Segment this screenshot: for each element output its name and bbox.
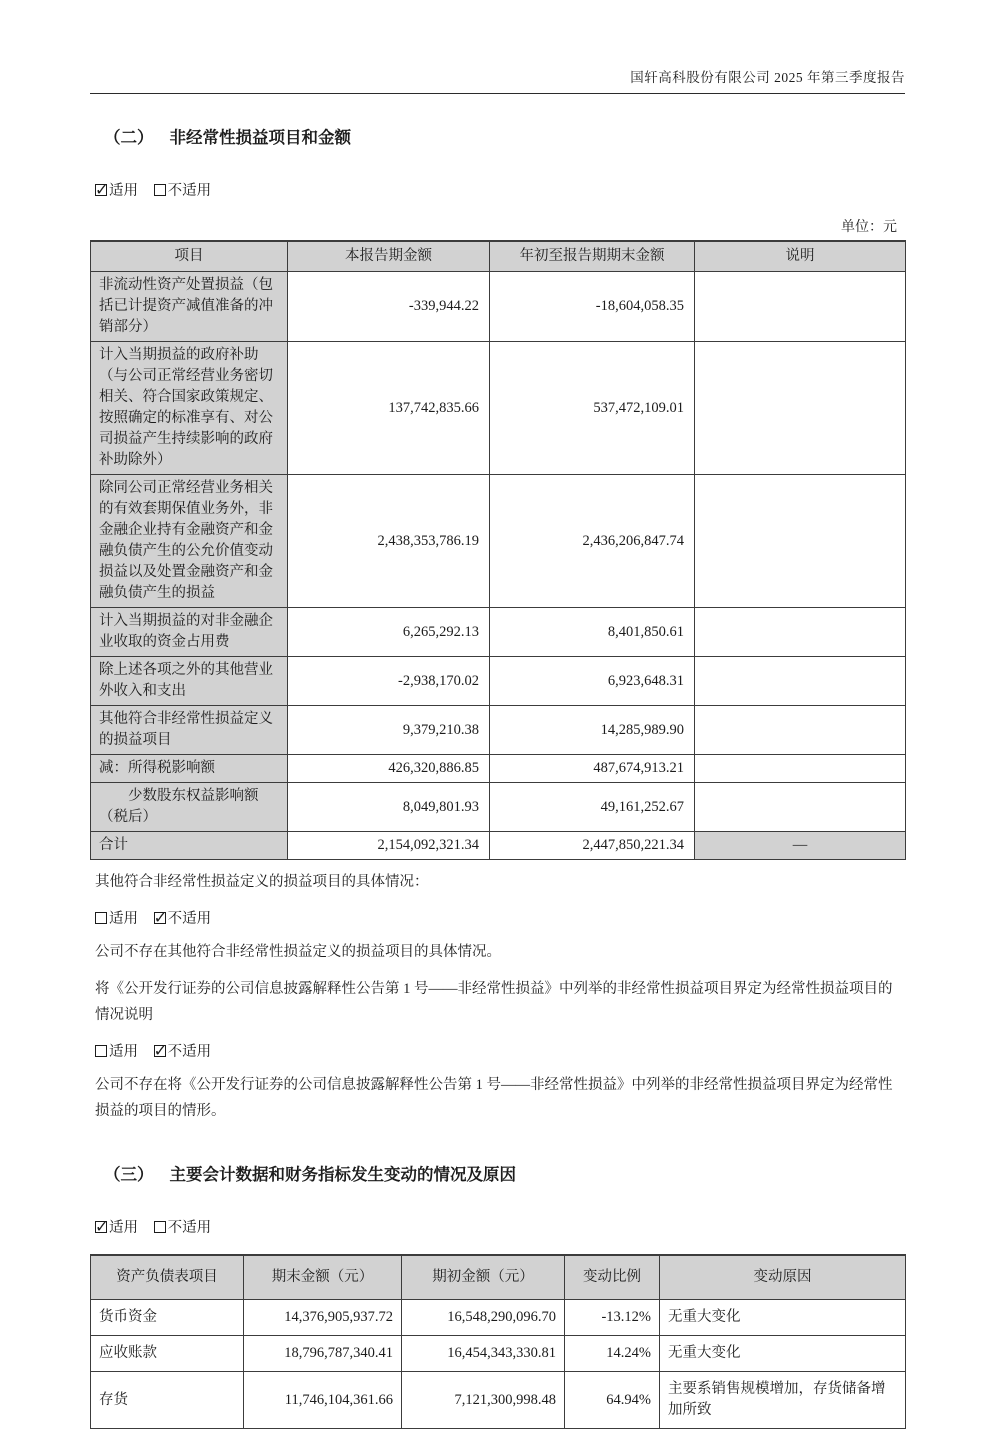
section-2-heading xyxy=(90,124,905,148)
other-items-applicability xyxy=(90,907,905,928)
table-row xyxy=(91,475,906,608)
applicable-option xyxy=(95,911,138,927)
ytd-amount: 8,401,850.61 xyxy=(490,608,695,657)
other-items-statement: 公司不存在其他符合非经常性损益定义的损益项目的具体情况。 xyxy=(95,944,501,960)
ytd-amount: 49,161,252.67 xyxy=(490,783,695,832)
checkbox-checked-icon xyxy=(95,1221,107,1233)
checkbox-checked-icon xyxy=(95,184,107,196)
table-row xyxy=(91,755,906,783)
current-period-amount: 9,379,210.38 xyxy=(288,706,490,755)
applicable-option xyxy=(95,1044,138,1060)
section-2-applicability xyxy=(90,179,905,200)
note-cell xyxy=(695,783,906,832)
table-row xyxy=(91,1300,906,1336)
reclass-statement: 公司不存在将《公开发行证券的公司信息披露解释性公告第 1 号——非经常性损益》中列举的非经常性损益项目界定为经常性损益的项目的情形。 xyxy=(95,1077,893,1119)
ending-amount: 11,746,104,361.66 xyxy=(244,1372,402,1429)
section-2-title: 非经常性损益项目和金额 xyxy=(169,128,351,147)
balance-sheet-table-wrap xyxy=(90,1254,905,1429)
page-header-title: 国轩高科股份有限公司 2025 年第三季度报告 xyxy=(630,70,905,85)
note-cell xyxy=(695,475,906,608)
change-ratio: -13.12% xyxy=(565,1300,660,1336)
ytd-amount: -18,604,058.35 xyxy=(490,272,695,342)
col-header-ytd: 年初至报告期期末金额 xyxy=(490,241,695,272)
table-row xyxy=(91,608,906,657)
row-label: 计入当期损益的对非金融企业收取的资金占用费 xyxy=(91,608,288,657)
col-header-change-reason: 变动原因 xyxy=(660,1255,906,1300)
not-applicable-option xyxy=(154,1220,212,1236)
reclass-heading: 将《公开发行证券的公司信息披露解释性公告第 1 号——非经常性损益》中列举的非经常性损益项目界定为经常性损益项目的情况说明 xyxy=(95,981,893,1023)
unit-label: 单位：元 xyxy=(841,220,897,235)
ending-amount: 18,796,787,340.41 xyxy=(244,1336,402,1372)
total-note-cell: — xyxy=(695,832,906,860)
note-cell xyxy=(695,342,906,475)
section-2-number: （二） xyxy=(104,128,154,147)
note-cell xyxy=(695,608,906,657)
not-applicable-label: 不适用 xyxy=(167,911,212,927)
ytd-amount: 2,436,206,847.74 xyxy=(490,475,695,608)
bs-item-label: 应收账款 xyxy=(91,1336,244,1372)
table-row xyxy=(91,1336,906,1372)
header-divider xyxy=(90,93,905,94)
ytd-amount: 537,472,109.01 xyxy=(490,342,695,475)
bs-item-label: 存货 xyxy=(91,1372,244,1429)
current-period-amount: -2,938,170.02 xyxy=(288,657,490,706)
current-period-amount: 426,320,886.85 xyxy=(288,755,490,783)
table-header-row xyxy=(91,1255,906,1300)
total-current-period-amount: 2,154,092,321.34 xyxy=(288,832,490,860)
not-applicable-option xyxy=(154,183,212,199)
section-3-heading xyxy=(90,1161,905,1185)
current-period-amount: 8,049,801.93 xyxy=(288,783,490,832)
applicable-label: 适用 xyxy=(109,1044,138,1060)
row-label: 除上述各项之外的其他营业外收入和支出 xyxy=(91,657,288,706)
applicable-label: 适用 xyxy=(109,1220,138,1236)
beginning-amount: 7,121,300,998.48 xyxy=(402,1372,565,1429)
row-label: 计入当期损益的政府补助（与公司正常经营业务密切相关、符合国家政策规定、按照确定的标准享有、对公司损益产生持续影响的政府补助除外） xyxy=(91,342,288,475)
table-header-row xyxy=(91,241,906,272)
col-header-current-period: 本报告期金额 xyxy=(288,241,490,272)
change-reason: 无重大变化 xyxy=(660,1300,906,1336)
total-row-label: 合计 xyxy=(91,832,288,860)
row-label: 其他符合非经常性损益定义的损益项目 xyxy=(91,706,288,755)
page-content xyxy=(90,0,905,1429)
checkbox-unchecked-icon xyxy=(95,1045,107,1057)
applicable-option xyxy=(95,1220,138,1236)
section-3-number: （三） xyxy=(104,1165,154,1184)
col-header-ending-amount: 期末金额（元） xyxy=(244,1255,402,1300)
bs-item-label: 货币资金 xyxy=(91,1300,244,1336)
ytd-amount: 487,674,913.21 xyxy=(490,755,695,783)
beginning-amount: 16,454,343,330.81 xyxy=(402,1336,565,1372)
table-row xyxy=(91,1372,906,1429)
section-3-title: 主要会计数据和财务指标发生变动的情况及原因 xyxy=(169,1165,516,1184)
table-row xyxy=(91,706,906,755)
current-period-amount: 2,438,353,786.19 xyxy=(288,475,490,608)
current-period-amount: 137,742,835.66 xyxy=(288,342,490,475)
table-row xyxy=(91,272,906,342)
row-label: 减：所得税影响额 xyxy=(91,755,288,783)
change-ratio: 14.24% xyxy=(565,1336,660,1372)
change-reason: 主要系销售规模增加，存货储备增加所致 xyxy=(660,1372,906,1429)
nonrecurring-items-table xyxy=(90,240,906,860)
checkbox-unchecked-icon xyxy=(95,912,107,924)
applicable-label: 适用 xyxy=(109,911,138,927)
current-period-amount: 6,265,292.13 xyxy=(288,608,490,657)
checkbox-unchecked-icon xyxy=(154,1221,166,1233)
note-cell xyxy=(695,657,906,706)
checkbox-checked-icon xyxy=(154,912,166,924)
col-header-beginning-amount: 期初金额（元） xyxy=(402,1255,565,1300)
balance-sheet-changes-table xyxy=(90,1254,906,1429)
table-total-row xyxy=(91,832,906,860)
note-cell xyxy=(695,755,906,783)
change-ratio: 64.94% xyxy=(565,1372,660,1429)
table-row xyxy=(91,342,906,475)
not-applicable-option xyxy=(154,1044,212,1060)
not-applicable-option xyxy=(154,911,212,927)
row-label: 少数股东权益影响额（税后） xyxy=(91,783,288,832)
reclass-applicability xyxy=(90,1040,905,1061)
not-applicable-label: 不适用 xyxy=(167,183,212,199)
change-reason: 无重大变化 xyxy=(660,1336,906,1372)
ytd-amount: 14,285,989.90 xyxy=(490,706,695,755)
total-ytd-amount: 2,447,850,221.34 xyxy=(490,832,695,860)
col-header-item: 项目 xyxy=(91,241,288,272)
applicable-label: 适用 xyxy=(109,183,138,199)
not-applicable-label: 不适用 xyxy=(167,1044,212,1060)
ytd-amount: 6,923,648.31 xyxy=(490,657,695,706)
row-label: 非流动性资产处置损益（包括已计提资产减值准备的冲销部分） xyxy=(91,272,288,342)
ending-amount: 14,376,905,937.72 xyxy=(244,1300,402,1336)
table-row xyxy=(91,657,906,706)
checkbox-checked-icon xyxy=(154,1045,166,1057)
section-3-applicability xyxy=(90,1216,905,1237)
note-cell xyxy=(695,706,906,755)
table-row xyxy=(91,783,906,832)
row-label: 除同公司正常经营业务相关的有效套期保值业务外，非金融企业持有金融资产和金融负债产生的公允价值变动损益以及处置金融资产和金融负债产生的损益 xyxy=(91,475,288,608)
other-items-heading: 其他符合非经常性损益定义的损益项目的具体情况： xyxy=(95,874,429,890)
col-header-bs-item: 资产负债表项目 xyxy=(91,1255,244,1300)
col-header-note: 说明 xyxy=(695,241,906,272)
not-applicable-label: 不适用 xyxy=(167,1220,212,1236)
applicable-option xyxy=(95,183,138,199)
note-cell xyxy=(695,272,906,342)
beginning-amount: 16,548,290,096.70 xyxy=(402,1300,565,1336)
current-period-amount: -339,944.22 xyxy=(288,272,490,342)
checkbox-unchecked-icon xyxy=(154,184,166,196)
col-header-change-ratio: 变动比例 xyxy=(565,1255,660,1300)
